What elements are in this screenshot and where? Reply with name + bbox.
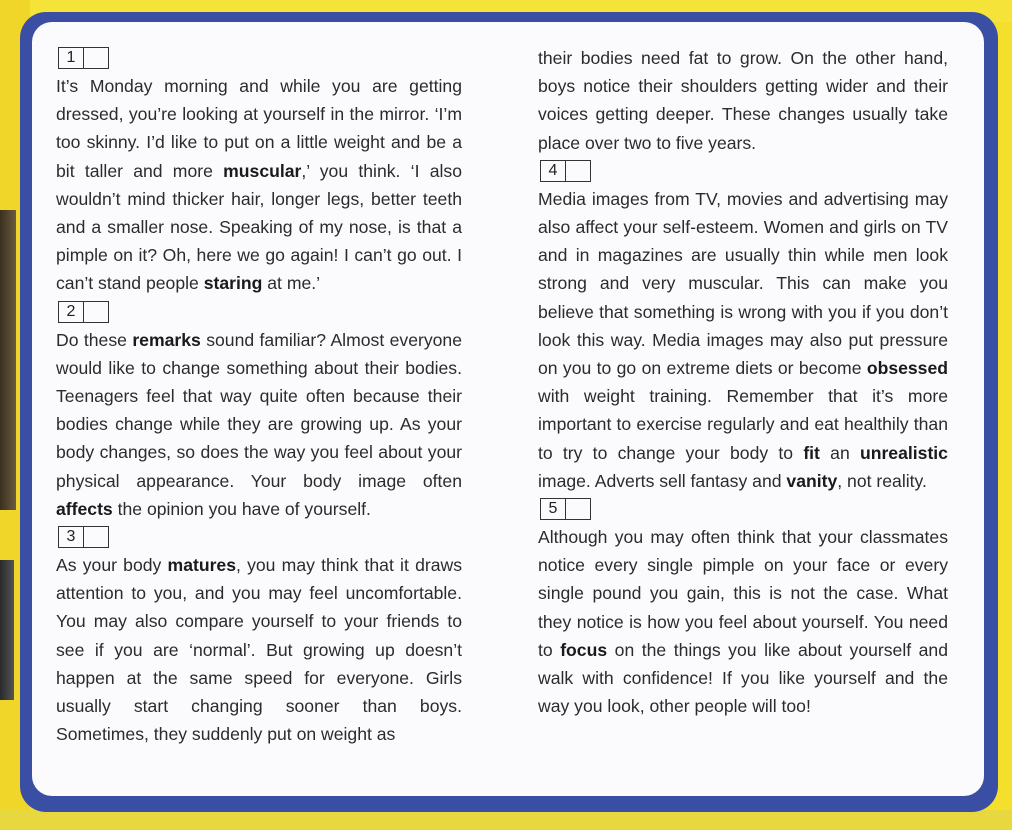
section-number-2: 2 — [58, 301, 84, 323]
left-column — [56, 44, 462, 748]
section-number-box-1[interactable] — [58, 47, 110, 69]
answer-box-5[interactable] — [566, 498, 591, 520]
section-number-1: 1 — [58, 47, 84, 69]
section-number-box-2[interactable] — [58, 301, 110, 323]
section-number-box-5[interactable] — [540, 498, 592, 520]
answer-box-3[interactable] — [84, 526, 109, 548]
section-number-5: 5 — [540, 498, 566, 520]
answer-box-1[interactable] — [84, 47, 109, 69]
keyword-focus: focus — [560, 639, 608, 660]
paragraph-1: It’s Monday morning and while you are getting dressed, you’re looking at yourself in the mirror. ‘I’m too skinny. I’d like to put on a little weight and be a bit taller and more muscular,’ you think. ‘I also wouldn’t mind thicker hair, longer legs, better teeth and a smaller nose. Speaking of my nose, is that a pimple on it? Oh, here we go again! I can’t go out. I can’t stand people staring at me.’ — [56, 76, 462, 294]
photo-edge-left — [0, 210, 16, 510]
keyword-muscular: muscular — [223, 160, 302, 181]
paragraph-3: As your body matures, you may think that it draws attention to you, and you may feel uncomfortable. You may also compare yourself to your friends to see if you are ‘normal’. But growing up doesn’t happen at the same speed for everyone. Girls usually start changing sooner than boys. Sometimes, they suddenly put on weight as — [56, 555, 462, 745]
section-number-box-4[interactable] — [540, 160, 592, 182]
keyword-fit: fit — [803, 442, 820, 463]
keyword-unrealistic: unrealistic — [859, 442, 948, 463]
keyword-affects: affects — [56, 498, 113, 519]
keyword-vanity: vanity — [786, 470, 838, 491]
photo-edge-left-lower — [0, 560, 14, 700]
right-column — [538, 44, 948, 720]
answer-box-2[interactable] — [84, 301, 109, 323]
keyword-remarks: remarks — [132, 329, 201, 350]
paragraph-4: Media images from TV, movies and advertising may also affect your self-esteem. Women and girls on TV and in magazines are usually thin while men look strong and very muscular. This can make you believe that something is wrong with you if you don’t look this way. Media images may also put pressure on you to go on extreme diets or become obsessed with weight training. Remember that it’s more important to exercise regularly and eat healthily than to try to change your body to fit an unrealistic image. Adverts sell fantasy and vanity, not reality. — [538, 188, 948, 491]
answer-box-4[interactable] — [566, 160, 591, 182]
section-number-box-3[interactable] — [58, 526, 110, 548]
section-number-4: 4 — [540, 160, 566, 182]
paragraph-5: Although you may often think that your classmates notice every single pimple on your face or every single pound you gain, this is not the case. What they notice is how you feel about yourself. You need to focus on the things you like about yourself and walk with confidence! If you like yourself and the way you look, other people will too! — [538, 527, 949, 717]
keyword-staring: staring — [203, 273, 263, 294]
paragraph-2: Do these remarks sound familiar? Almost everyone would like to change something about their bodies. Teenagers feel that way quite often because their bodies change while they are growing up. As your body changes, so does the way you feel about your physical appearance. Your body image often affects the opinion you have of yourself. — [56, 329, 462, 519]
section-number-3: 3 — [58, 526, 84, 548]
page-background-bottom — [0, 810, 1012, 830]
keyword-obsessed: obsessed — [866, 358, 948, 379]
keyword-matures: matures — [167, 555, 236, 576]
paragraph-3-continued: their bodies need fat to grow. On the other hand, boys notice their shoulders getting wider and their voices getting deeper. These changes usually take place over two to five years. — [538, 48, 948, 153]
